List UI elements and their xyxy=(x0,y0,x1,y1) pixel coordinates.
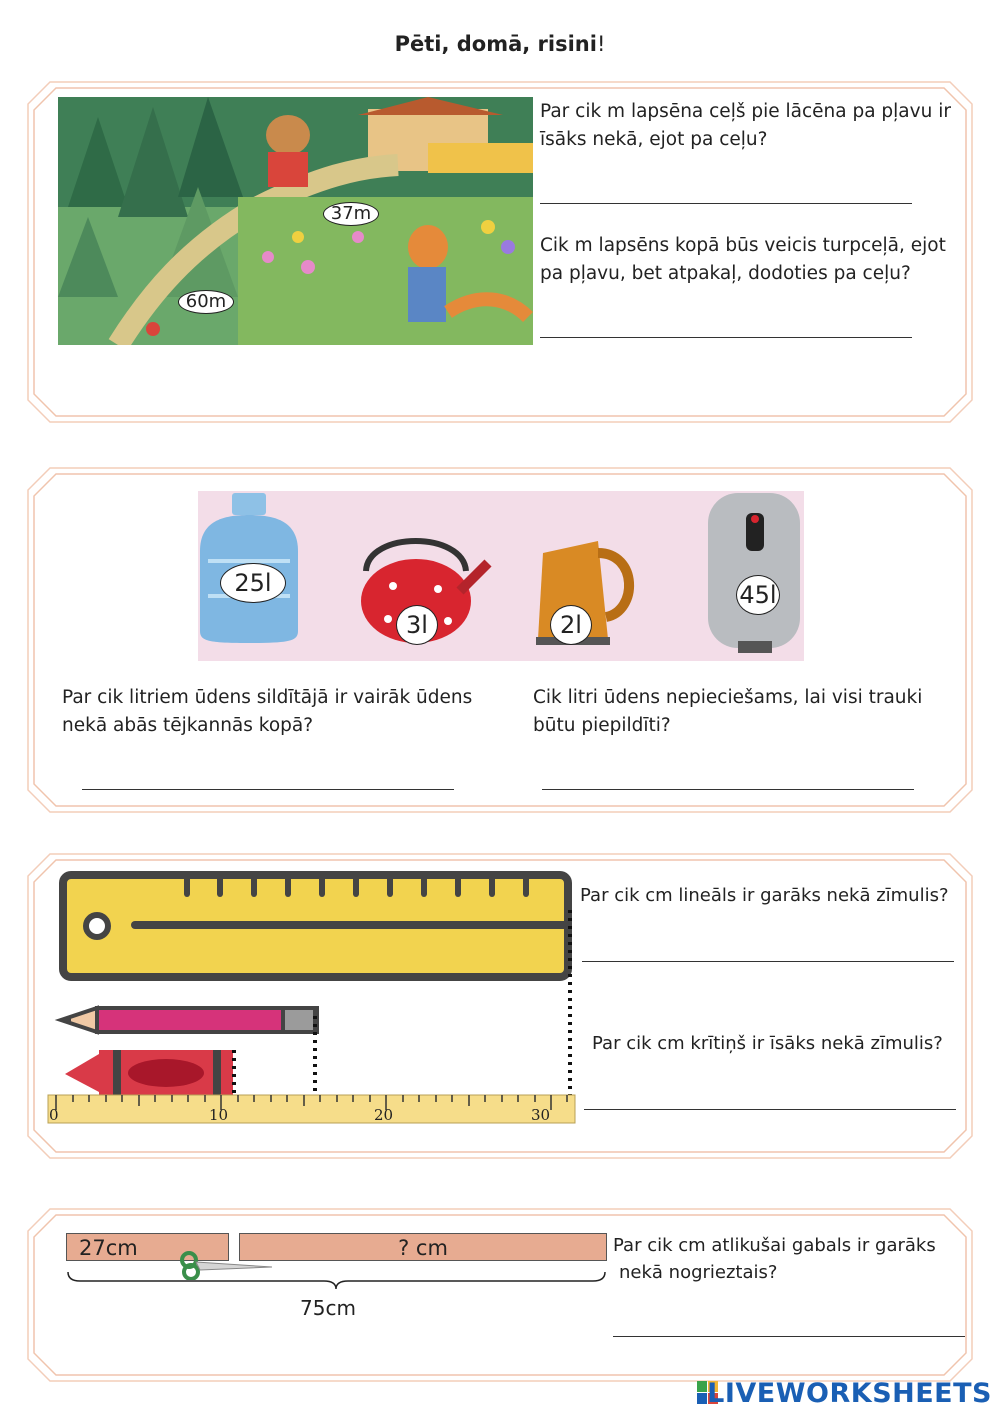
total-length-brace xyxy=(66,1270,607,1290)
remaining-piece-bar xyxy=(239,1233,607,1261)
bottle-volume-label: 25l xyxy=(220,563,286,603)
section1-answer-2[interactable] xyxy=(540,312,916,338)
page-title-bang: ! xyxy=(596,32,606,56)
cut-piece-label: 27cm xyxy=(79,1236,138,1260)
ruler-tick-label: 30 xyxy=(531,1106,551,1124)
forest-scene-image xyxy=(58,97,533,345)
section4-question-line-1: Par cik cm atlikušai gabals ir garāks xyxy=(613,1235,936,1256)
liveworksheets-logo[interactable]: LIVEWORKSHEETS xyxy=(707,1378,992,1409)
ruler-tick-label: 20 xyxy=(374,1106,394,1124)
section2-question-2: Cik litri ūdens nepieciešams, lai visi trauki būtu piepildīti? xyxy=(533,687,923,736)
section3-answer-1[interactable] xyxy=(582,936,958,962)
section1-answer-1[interactable] xyxy=(540,178,916,204)
section1-question-2: Cik m lapsēns kopā būs veicis turpceļā, ejot pa pļavu, bet atpakaļ, dodoties pa ceļu? xyxy=(540,235,946,284)
section4-question-line-2: nekā nogrieztais? xyxy=(619,1262,778,1283)
page-title xyxy=(0,32,1000,56)
section1-question-1: Par cik m lapsēna ceļš pie lācēna pa pļavu ir īsāks nekā, ejot pa ceļu? xyxy=(540,101,951,150)
section3-question-2: Par cik cm krītiņš ir īsāks nekā zīmulis? xyxy=(592,1033,943,1054)
section3-question-1: Par cik cm lineāls ir garāks nekā zīmulis? xyxy=(580,885,949,906)
total-length-label: 75cm xyxy=(300,1296,356,1320)
heater-volume-label: 45l xyxy=(736,575,780,615)
page-title-text: Pēti, domā, risini xyxy=(394,32,597,56)
section4-answer[interactable] xyxy=(613,1311,969,1337)
electric-kettle-volume-label: 2l xyxy=(550,605,592,645)
measure-illustration xyxy=(45,870,580,1128)
section3-answer-2[interactable] xyxy=(584,1084,960,1110)
ruler-tick-label: 0 xyxy=(49,1106,59,1124)
section2-answer-2[interactable] xyxy=(542,764,918,790)
ruler-tick-label: 10 xyxy=(209,1106,229,1124)
meadow-distance-label: 37m xyxy=(323,202,379,226)
road-distance-label: 60m xyxy=(178,290,234,314)
section2-question-1: Par cik litriem ūdens sildītājā ir vairāk ūdens nekā abās tējkannās kopā? xyxy=(62,687,473,736)
section2-answer-1[interactable] xyxy=(82,764,458,790)
remaining-piece-label: ? cm xyxy=(398,1236,448,1260)
vessels-image xyxy=(198,491,804,661)
kettle-volume-label: 3l xyxy=(396,605,438,645)
